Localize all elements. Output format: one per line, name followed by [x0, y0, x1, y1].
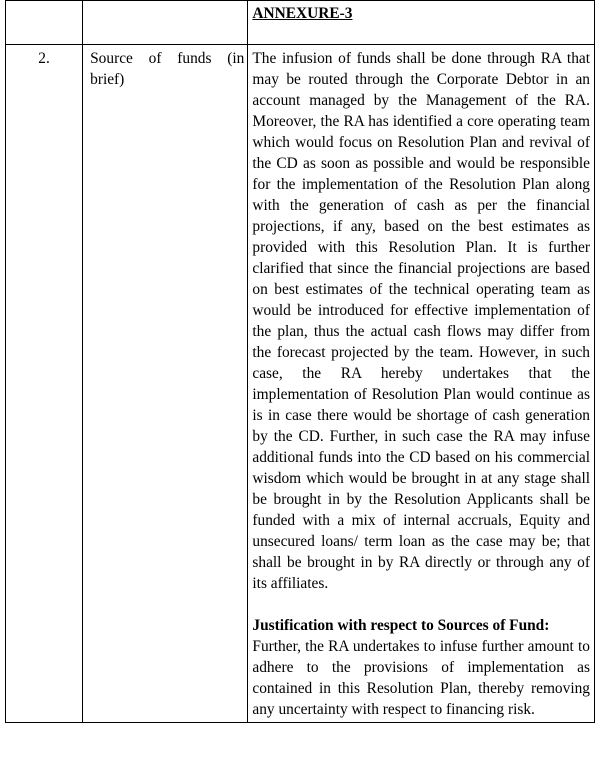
- header-cell-blank-2: [83, 1, 248, 45]
- table-row: [6, 45, 595, 723]
- source-of-funds-body: The infusion of funds shall be done through RA that may be routed through the Corporate Debtor in an account managed by the Management of the RA. Moreover, the RA has identified a core operating team which would focus on Resolution Plan and revival of the CD as soon as possible and would be responsible for the implementation of the Resolution Plan along with the generation of cash as per the financial projections, if any, based on the best estimates as provided with this Resolution Plan. It is further clarified that since the financial projections are based on best estimates of the technical operating team as would be introduced for effective implementation of the plan, thus the actual cash flows may differ from the forecast projected by the team. However, in such case, the RA hereby undertakes that the implementation of Resolution Plan would continue as is in case there would be shortage of cash generation by the CD. Further, in such case the RA may infuse additional funds into the CD based on his commercial wisdom which would be brought in at any stage shall be brought in by the Resolution Applicants shall be funded with a mix of internal accruals, Equity and unsecured loans/ term loan as the case may be; that shall be brought in by RA directly or through any of its affiliates.: [252, 50, 590, 592]
- source-of-funds-label: Source of funds (in brief): [90, 50, 245, 88]
- details-cell: [248, 45, 595, 723]
- justification-heading: Justification with respect to Sources of Fund:: [252, 617, 550, 634]
- table-header-row: [6, 1, 595, 45]
- annexure-title: ANNEXURE-3: [252, 5, 353, 22]
- paragraph-gap: [248, 594, 594, 615]
- header-cell-blank-1: [6, 1, 83, 45]
- serial-cell: [6, 45, 83, 723]
- justification-text: Further, the RA undertakes to infuse further amount to adhere to the provisions of implementation as contained in this Resolution Plan, thereby removing any uncertainty with respect to financing risk.: [252, 638, 590, 718]
- annexure-table: [5, 0, 595, 723]
- header-cell-title: [248, 1, 595, 45]
- serial-number: 2.: [38, 50, 50, 67]
- source-label-cell: [83, 45, 248, 723]
